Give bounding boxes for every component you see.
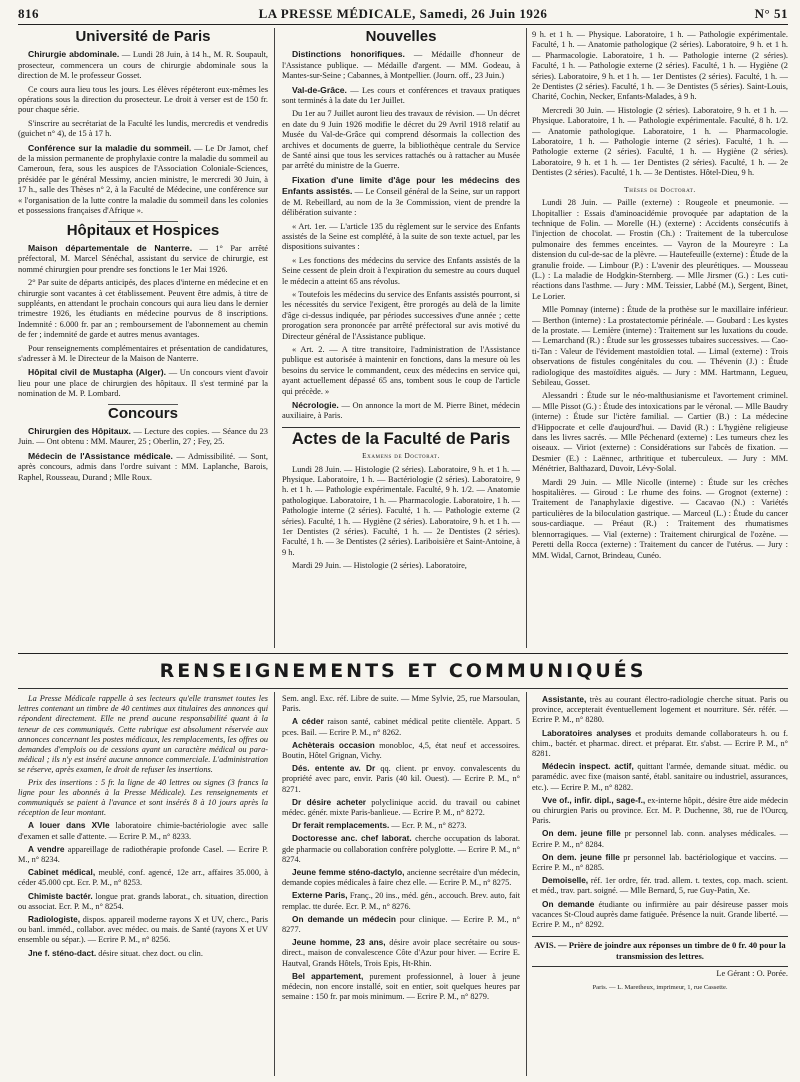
classified-ad: Doctoresse anc. chef laborat. cherche occupation ds laborat. gde pharmacie ou collaboration confrère polyglotte. — Ecrire P. M., n° 8274. <box>282 833 520 864</box>
banner-title: RENSEIGNEMENTS ET COMMUNIQUÉS <box>159 660 647 682</box>
article-chirurgie: Chirurgie abdominale. — Lundi 28 Juin, à 14 h., M. R. Soupault, prosecteur, commencera un cours de chirurgie abdominale sous la direction de M. le professeur Gosset. <box>18 49 268 81</box>
classified-ad: Demoiselle, réf. 1er ordre, fér. trad. allem. t. textes, cop. mach. scient. et méd., trav. part. soigné. — Mlle Bernard, 5, rue Guy-Patin, Xe. <box>532 875 788 896</box>
subsection-title: Examens de Doctorat. <box>362 452 440 461</box>
article-paragraph: Du 1er au 7 Juillet auront lieu des travaux de révision. — Un décret en date du 9 Juin 1926 modifie le décret du 29 Avril 1918 relatif au Musée du Val-de-Grâce qui comprend désormais la collection des archives et documents de guerre, la bibliothèque centrale du Service de Santé ainsi que tous les services rattachés ou à rattacher au Musée par arrêté du ministre de la Guerre. <box>282 109 520 171</box>
section-title-nouvelles: Nouvelles <box>365 30 437 45</box>
classified-ad: Radiologiste, dispos. appareil moderne rayons X et UV, cherc., Paris ou banl. imméd., collabor. avec médec. ou mais. de Santé (rayons X et UV ensemble ou sépar.). — Ecrire P. M., n° 8256. <box>18 914 268 945</box>
page-number: 816 <box>18 6 39 21</box>
article-assistance: Médecin de l'Assistance médicale. — Admissibilité. — Sont, après concours, admis dans l'ordre suivant : MM. Laplanche, Barois, Raphel, Rousseau, Durand ; Mlle Roux. <box>18 450 268 482</box>
article-paragraph: « Art. 2. — A titre transitoire, l'administration de l'Assistance publique est autorisée à maintenir en fonctions, dans la mesure où les besoins du service le commandent, ceux des médecins en service qui, ayant actuellement dépassé 65 ans, tombent sous le coup de l'article qui précède. » <box>282 344 520 396</box>
column-rule <box>526 28 527 648</box>
article-paragraph: 2° Par suite de départs anticipés, des places d'interne en médecine et en chirurgie sont vacantes à cet établissement. Peuvent être admis, à titre de suppléants, en attendant le prochain concours qui aura lieu dans le dernier trimestre 1926, les étudiants en médecine pourvus de 8 inscriptions. Indemnité : 6.000 fr. par an ; remboursement de l'abonnement au chemin de fer ; indemnité de garde et autres menus avantages. <box>18 278 268 340</box>
classified-ad: On dem. jeune fille pr personnel lab. bactériologique et vaccins. — Ecrire P. M., n° 8285. <box>532 851 788 873</box>
article-conference: Conférence sur la maladie du sommeil. — Le Dr Jamot, chef de la mission permanente de prophylaxie contre la maladie du sommeil au Cameroun, fera, sous les auspices de l'Association Coloniale-Sciences, présidée par le général Messimy, ancien ministre, le mercredi 30 Juin, à 17 h., salle des Thèses n° 2, à la Faculté de Médecine, une conférence sur « l'organisation de la lutte contre la maladie du sommeil dans les colonies et possessions françaises d'Afrique ». <box>18 142 268 216</box>
section-title-hopitaux: Hôpitaux et Hospices <box>66 221 220 239</box>
banner-rule <box>18 653 788 654</box>
classified-ad: Dr ferait remplacements. — Ecr. P. M., n° 8273. <box>292 820 467 831</box>
classified-ad: On demande un médecin pour clinique. — Ecrire P. M., n° 8277. <box>282 913 520 935</box>
section-title-concours: Concours <box>107 404 178 422</box>
banner-rule <box>18 688 788 689</box>
exam-schedule: Lundi 28 Juin. — Histologie (2 séries). Laboratoire, 9 h. et 1 h. — Physique. Laboratoire, 1 h. — Bactériologie (2 séries). Laboratoire, 9 h. et 1 h. — Pathologie expérimentale. Faculté, 9 h. 1/2. — Anatomie pathologique. Laboratoire, 1 h. — Pharmacologie. Laboratoire, 1 h. — Pathologie interne (2 séries). Faculté, 1 h. — Pathologie externe (2 séries). Faculté, 1 h. — Hygiène (2 séries). Laboratoire, 9 h. et 1 h. — 1er Dentistes (2 séries). Faculté, 1 h. — 2e Dentistes (2 séries). Faculté, 1 h. — 3e Dentistes (2 séries). Lariboisière et Saint-Antoine, à 9 h. <box>282 464 520 557</box>
classified-ad: Sem. angl. Exc. réf. Libre de suite. — Mme Sylvie, 25, rue Marsoulan, Paris. <box>282 694 520 714</box>
issue-number: N° 51 <box>754 6 788 21</box>
article-chirurgien: Chirurgien des Hôpitaux. — Lecture des copies. — Séance du 23 Juin. — Ont obtenu : MM. Maurer, 25 ; Oberlin, 27 ; Fey, 25. <box>18 426 268 447</box>
thesis-list: Lundi 28 Juin. — Paille (externe) : Rougeole et pneumonie. — Lhopitallier : Essais d'aminoacidémie provoquée par adaptation de la technique de Folin. — Morelle (H.) (externe) : Accidents consécutifs à l'injection de chocolat. — Frostin (Ch.) : Traitement de la tuberculose pulmonaire des femmes enceintes. — Vayron de la Moureyre : La distension du cul-de-sac de la plèvre. — Hautefeuille (externe) : Étude de la granulie froide. — Limbour (P.) : L'avenir des pleurétiques. — Mousseau (L.) : La maladie de Hodgkin-Sternberg. — Mlle Jirsmer (G.) : Les cuti-réactions dans l'asthme. — Jury : MM. Teissier, Labbé (M.), Sergent, Binet, Le Lorier. <box>532 198 788 301</box>
column-rule <box>274 28 275 648</box>
column-3 <box>532 30 788 648</box>
section-divider <box>282 427 520 428</box>
page-header <box>18 6 788 25</box>
classified-ad: On demande étudiante ou infirmière au pair désireuse passer mois vacances St-Cloud auprès dame fatiguée. Présence la nuit. Grande liberté. — Ecrire P. M., n° 8292. <box>532 898 788 930</box>
article-paragraph: S'inscrire au secrétariat de la Faculté les lundis, mercredis et vendredis (guichet n° 4), de 15 à 17 h. <box>18 118 268 139</box>
classifieds-intro: La Presse Médicale rappelle à ses lecteurs qu'elle transmet toutes les lettres contenant un timbre de 40 centimes aux titulaires des annonces qui répondent directement. Elle ne prend aucune responsabilité quant à la teneur de ces communiqués. Cette rubrique est absolument réservée aux annonces concernant les postes médicaux, les remplacements, les offres ou demandes d'emplois ou de cessions ayant un caractère médical ou para-médical ; ils n'y est inséré aucune annonce commerciale. L'administration se réserve, après examen, le droit de refuser les insertions. <box>18 694 268 775</box>
classified-ad: A céder raison santé, cabinet médical petite clientèle. Appart. 5 pces. Bail. — Ecrire P. M., n° 8262. <box>282 716 520 737</box>
column-rule <box>274 692 275 1076</box>
classified-ad: Jeune homme, 23 ans, désire avoir place secrétaire ou sous-direct., maison de convalescence Côte d'Azur pour hiver. — Ecrire E. Hautval, Grands Hôtels, Trois Epis, Ht-Rhin. <box>282 937 520 968</box>
column-2 <box>282 30 520 648</box>
classified-ad: Bel appartement, purement professionnel, à louer à jeune médecin, non encore installé, soit en entier, soit quelques heures par semaine : 150 fr. par mois minimum. — Ecrire P. M., n° 8279. <box>282 970 520 1002</box>
article-limite-age: Fixation d'une limite d'âge pour les médecins des Enfants assistés. — Le Conseil général de la Seine, sur un rapport de M. Rebeillard, au nom de la 3e Commission, vient de prendre la délibération suivante : <box>282 174 520 218</box>
journal-title: LA PRESSE MÉDICALE, Samedi, 26 Juin 1926 <box>258 6 548 21</box>
section-title-universite: Université de Paris <box>75 30 211 45</box>
classifieds-column-2 <box>282 694 520 1078</box>
article-paragraph: Pour renseignements complémentaires et présentation de candidatures, s'adresser à M. le Directeur de la Maison de Nanterre. <box>18 343 268 363</box>
classified-ad: Externe Paris, Franç., 20 ins., méd. gén., accouch. Brev. auto, fait remplac. tte durée. Ecr. P. M., n° 8276. <box>282 890 520 911</box>
article-nanterre: Maison départementale de Nanterre. — 1° Par arrêté préfectoral, M. Marcel Sénéchal, assistant du service de chirurgie, est nommé chirurgien pour prendre ses fonctions le 1er Mai 1926. <box>18 242 268 274</box>
classified-ad: Chimiste bactér. longue prat. grands laborat., ch. situation, direction ou associat. Ecr. P. M., n° 8254. <box>18 890 268 911</box>
classified-ad: Jne f. sténo-dact. désire situat. chez doct. ou clin. <box>28 947 203 958</box>
classified-ad: Cabinet médical, meublé, conf. agencé, 12e arr., affaires 35.000, à céder 45.000 cpt. Ecr. P. M., n° 8253. <box>18 867 268 888</box>
article-paragraph: « Toutefois les médecins du service des Enfants assistés pourront, si les nécessités du service l'exigent, être prorogés au delà de la limite d'âge ci-dessus indiquée, par périodes successives d'une année ; cette prorogation sera prononcée par arrêté préfectoral sur avis motivé du Directeur général de l'Assistance publique. <box>282 289 520 341</box>
exam-schedule: Mardi 29 Juin. — Histologie (2 séries). Laboratoire, <box>292 561 467 571</box>
printer-line: Paris. — L. Maretheux, imprimeur, 1, rue Cassette. <box>592 983 728 991</box>
notice-box: AVIS. — Prière de joindre aux réponses un timbre de 0 fr. 40 pour la transmission des lettres. <box>532 936 788 961</box>
article-necrologie: Nécrologie. — On annonce la mort de M. Pierre Binet, médecin auxiliaire, à Paris. <box>282 400 520 421</box>
classifieds-column-1 <box>18 694 268 1078</box>
article-paragraph: « Les fonctions des médecins du service des Enfants assistés de la Seine cessent de plein droit à l'expiration du semestre au cours duquel le médecin a atteint 65 ans révolus. <box>282 255 520 286</box>
exam-schedule: 9 h. et 1 h. — Physique. Laboratoire, 1 h. — Pathologie expérimentale. Faculté, 1 h. — Anatomie pathologique (2 séries). Laboratoire, 9 h. et 1 h. — Pharmacologie. Laboratoire, 1 h. — Pathologie interne (2 séries). Faculté, 1 h. — Pathologie externe (2 séries). Faculté, 1 h. — Hygiène (2 séries). Laboratoire, 9 h. et 1 h. — 1er Dentistes (2 séries). Faculté, 1 h. — 2e Dentistes (2 séries). Faculté, 1 h. — 3e Dentistes (5 séries). Saint-Louis, Charité, Cochin, Necker, Enfants-Malades, à 9 h. <box>532 30 788 102</box>
classified-ad: Dr désire acheter polyclinique accid. du travail ou cabinet médec. génér. mixte Paris-banlieue. — Ecrire P. M., n° 8272. <box>282 796 520 818</box>
classified-ad: Assistante, très au courant électro-radiologie cherche situat. Paris ou province, accepterait éventuellement logement et nourriture. Sér. référ. — Ecrire P. M., n° 8280. <box>532 694 788 725</box>
exam-schedule: Mercredi 30 Juin. — Histologie (2 séries). Laboratoire, 9 h. et 1 h. — Physique. Laboratoire, 1 h. — Pathologie expérimentale. Faculté, 8 h. 1/2. — Anatomie pathologique. Laboratoire, 1 h. — Pharmacologie. Laboratoire, 1 h. — Pathologie interne (2 séries). Faculté, 1 h. — Pathologie externe (2 séries). Faculté, 1 h. — Hygiène (2 séries). Laboratoire, 9 h. et 1 h. — 1er Dentistes (2 séries). Faculté, 1 h. — 2e Dentistes (2 séries). Faculté, 1 h. — 3e Dentistes. Hôtel-Dieu, 9 h. <box>532 105 788 178</box>
section-title-actes: Actes de la Faculté de Paris <box>291 429 511 448</box>
publisher-manager: Le Gérant : O. Porée. <box>532 966 788 979</box>
classified-ad: Vve of., infir. dipl., sage-f., ex-interne hôpit., désire être aide médecin ou chirurgien Paris ou province. Ecr. M. P. Duchenne, 38, rue de l'Ourcq, Paris. <box>532 794 788 826</box>
column-rule <box>526 692 527 1076</box>
classified-ad: Dés. entente av. Dr qq. client. pr envoy. convalescents du propriété avec parc, envir. Paris (40 kil. Ouest). — Ecrire P. M., n° 8271. <box>282 763 520 794</box>
classified-ad: Jeune femme sténo-dactylo, ancienne secrétaire d'un médecin, demande copies médicales à faire chez elle. — Ecrire P. M., n° 8275. <box>282 867 520 888</box>
classified-ad: A vendre appareillage de radiothérapie profonde Casel. — Ecrire P. M., n° 8234. <box>18 843 268 865</box>
classified-ad: Achèterais occasion monobloc, 4,5, état neuf et accessoires. Boutin, Hôtel Grignan, Vichy. <box>282 739 520 761</box>
classifieds-prices: Prix des insertions : 5 fr. la ligne de 40 lettres ou signes (3 francs la ligne pour les abonnés à la Presse Médicale). Les renseignements et communiqués se paient à l'avance et sont insérés 8 à 10 jours après la réception de leur montant. <box>18 777 268 818</box>
classifieds-column-3 <box>532 694 788 1078</box>
classified-ad: A louer dans XVIe laboratoire chimie-bactériologie avec salle d'examen et salle d'attente. — Ecrire P. M., n° 8233. <box>18 820 268 841</box>
thesis-list: Alessandri : Étude sur le néo-malthusianisme et l'avortement criminel. — Mlle Pissot (G.) : Étude des intoxications par le véronal. — Mlle Baudry (interne) : Étude sur l'ictère familial. — Cartier (B.) : La médecine d'Hippocrate et celle d'aujourd'hui. — David (R.) : L'hygiène religieuse dans les livres sacrés. — Mlle Péchenard (externe) : Les tumeurs chez les oiseaux. — Viriot (externe) : Considérations sur l'abcès de fixation. — Desmier (E.) : Laënnec, arthritique et tuberculeux. — Jury : MM. Ménétrier, Balthazard, Duvoir, Lévy-Solal. <box>532 391 788 474</box>
classified-ad: On dem. jeune fille pr personnel lab. conn. analyses médicales. — Ecrire P. M., n° 8284. <box>532 828 788 849</box>
article-paragraph: « Art. 1er. — L'article 135 du règlement sur le service des Enfants assistés de la Seine est complété, à la suite de son texte actuel, par les dispositions suivantes : <box>282 221 520 252</box>
subsection-title: Thèses de Doctorat. <box>624 184 696 194</box>
thesis-list: Mardi 29 Juin. — Mlle Nicolle (interne) : Étude sur les crèches hospitalières. — Giroud : Le rhume des foins. — Grognot (externe) : Traitement de l'anaphylaxie digestive. — Cacavao (N.) : Variétés particulières de la biloculation gastrique. — Marceul (L.) : Étude du cancer sous-cardiaque. — Préaut (R.) : Traitement des rhumatismes blennorragiques. — Vial (externe) : Traitement chirurgical de l'ozène. — Peretti della Rocca (externe) : Traitement du cancer de l'utérus. — Jury : MM. Widal, Carnot, Brindeau, Cunéo. <box>532 477 788 560</box>
classified-ad: Médecin inspect. actif, quittant l'armée, demande situat. médic. ou paramédic. avec fixe (maison santé, établ. sanitaire ou industriel, assurances, etc.). — Ecrire P. M., n° 8282. <box>532 761 788 792</box>
classified-ad: Laboratoires analyses et produits demande collaborateurs h. ou f. chim., bactér. et pharmac. direct. et préparat. Etr. s'abst. — Ecrire P. M., n° 8281. <box>532 727 788 759</box>
article-distinctions: Distinctions honorifiques. — Médaille d'honneur de l'Assistance publique. — Médaille d'argent. — MM. Godeau, à Mantes-sur-Seine ; Cabannes, à Montpellier. (Journ. off., 23 Juin.) <box>282 49 520 81</box>
column-1 <box>18 30 268 648</box>
article-paragraph: Ce cours aura lieu tous les jours. Les élèves répéteront eux-mêmes les opérations sous la direction du prosecteur. Le droit à verser est de 150 fr. pour chaque série. <box>18 84 268 115</box>
article-mustapha: Hôpital civil de Mustapha (Alger). — Un concours vient d'avoir lieu pour une place de chirurgien des hôpitaux. Il s'est terminé par la nomination de M. P. Lombard. <box>18 367 268 399</box>
thesis-list: Mlle Pomnay (interne) : Étude de la prothèse sur le maxillaire inférieur. — Berthon (interne) : La prostatectomie périnéale. — Goubard : Les kystes de la prostate. — Lemière (interne) : Traitement sur les luxations du coude. — Lemarchand (R.) : Étude sur les grossesses tubaires successives. — Cao-ti-Tan : Valeur de l'évidement mastoïdien total. — Limal (externe) : Trois observations de fistules congénitales du cou. — Thévenin (J.) : Étude radiologique des mastoïdites aiguës. — Jury : MM. Hartmann, Legueu, Sebileau, Gosset. <box>532 305 788 387</box>
article-val-de-grace: Val-de-Grâce. — Les cours et conférences et travaux pratiques sont terminés à la date du 1er Juillet. <box>282 84 520 106</box>
